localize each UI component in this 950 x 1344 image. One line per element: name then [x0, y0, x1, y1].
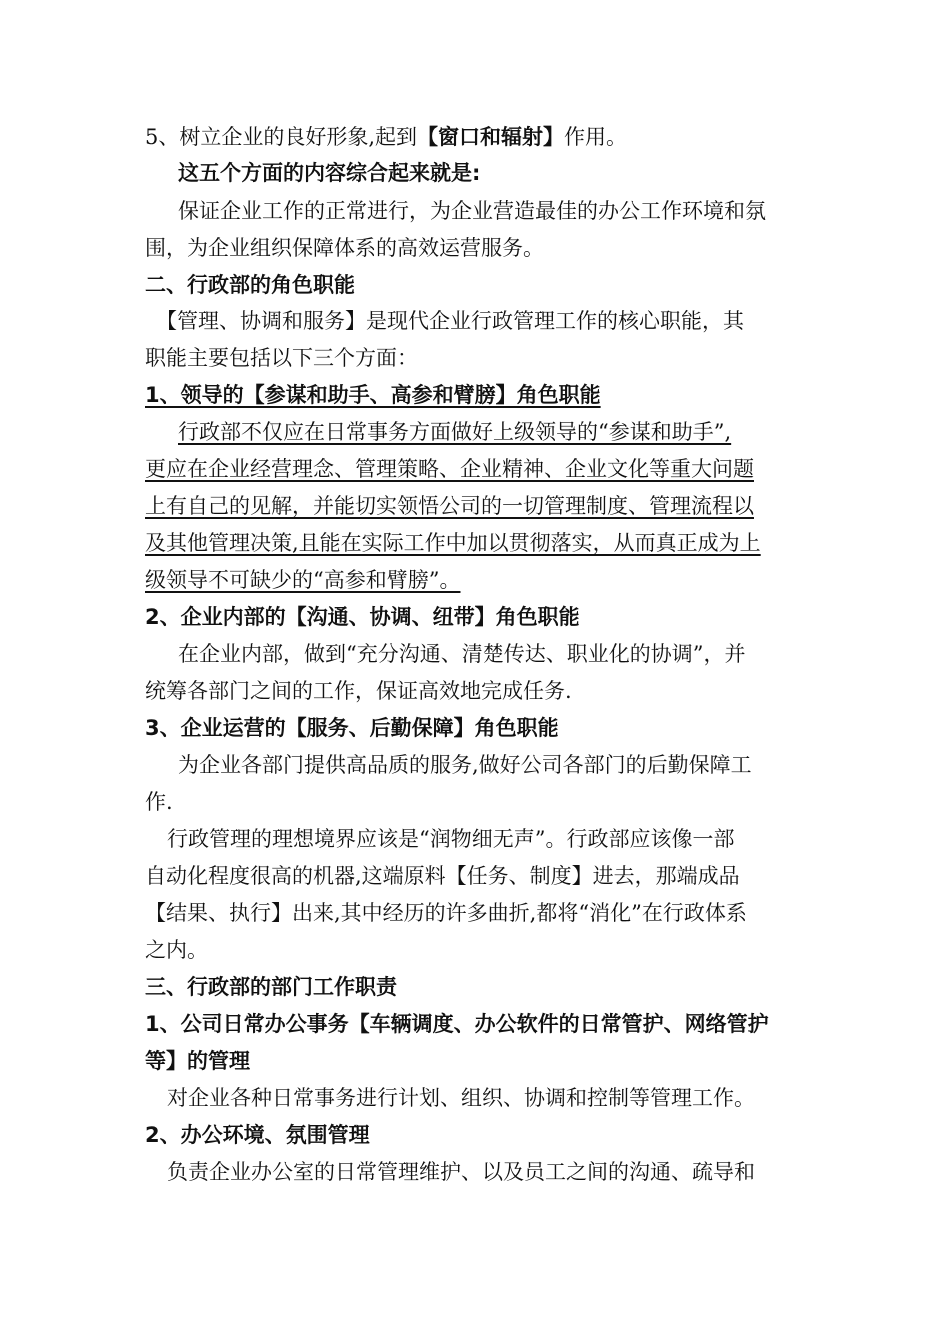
paragraph-line: 自动化程度很高的机器,这端原料【任务、制度】进去，那端成品 — [145, 864, 740, 888]
paragraph-line: 负责企业办公室的日常管理维护、以及员工之间的沟通、疏导和 — [167, 1160, 755, 1184]
text-line: 5、树立企业的良好形象,起到【窗口和辐射】作用。 — [145, 125, 628, 149]
paragraph-line: 统筹各部门之间的工作，保证高效地完成任务. — [145, 679, 572, 703]
subsection-heading: 3、企业运营的【服务、后勤保障】角色职能 — [145, 716, 559, 740]
paragraph-line: 及其他管理决策,且能在实际工作中加以贯彻落实，从而真正成为上 — [145, 531, 761, 555]
section-heading: 二、行政部的角色职能 — [145, 273, 355, 297]
paragraph-line: 作. — [145, 790, 173, 814]
subsection-heading: 1、领导的【参谋和助手、高参和臂膀】角色职能 — [145, 383, 601, 407]
subsection-heading: 等】的管理 — [145, 1049, 250, 1073]
paragraph-line: 在企业内部，做到“充分沟通、清楚传达、职业化的协调”，并 — [178, 642, 746, 666]
paragraph-line: 为企业各部门提供高品质的服务,做好公司各部门的后勤保障工 — [178, 753, 752, 777]
subsection-heading: 1、公司日常办公事务【车辆调度、办公软件的日常管护、网络管护 — [145, 1012, 769, 1036]
paragraph-line: 对企业各种日常事务进行计划、组织、协调和控制等管理工作。 — [167, 1086, 755, 1110]
paragraph-line: 围，为企业组织保障体系的高效运营服务。 — [145, 236, 544, 260]
paragraph-line: 行政部不仅应在日常事务方面做好上级领导的“参谋和助手”, — [178, 420, 732, 444]
paragraph-line: 【管理、协调和服务】是现代企业行政管理工作的核心职能，其 — [156, 309, 744, 333]
section-heading: 三、行政部的部门工作职责 — [145, 975, 397, 999]
paragraph-line: 保证企业工作的正常进行，为企业营造最佳的办公工作环境和氛 — [178, 199, 766, 223]
paragraph-line: 行政管理的理想境界应该是“润物细无声”。行政部应该像一部 — [167, 827, 735, 851]
paragraph-line: 职能主要包括以下三个方面： — [145, 346, 418, 370]
paragraph-line: 上有自己的见解，并能切实领悟公司的一切管理制度、管理流程以 — [145, 494, 754, 518]
subsection-heading: 2、企业内部的【沟通、协调、纽带】角色职能 — [145, 605, 580, 629]
paragraph-line: 更应在企业经营理念、管理策略、企业精神、企业文化等重大问题 — [145, 457, 754, 481]
section-heading: 这五个方面的内容综合起来就是: — [178, 161, 481, 185]
paragraph-line: 级领导不可缺少的“高参和臂膀”。 — [145, 568, 461, 592]
subsection-heading: 2、办公环境、氛围管理 — [145, 1123, 370, 1147]
paragraph-line: 【结果、执行】出来,其中经历的许多曲折,都将“消化”在行政体系 — [145, 901, 747, 925]
paragraph-line: 之内。 — [145, 938, 208, 962]
